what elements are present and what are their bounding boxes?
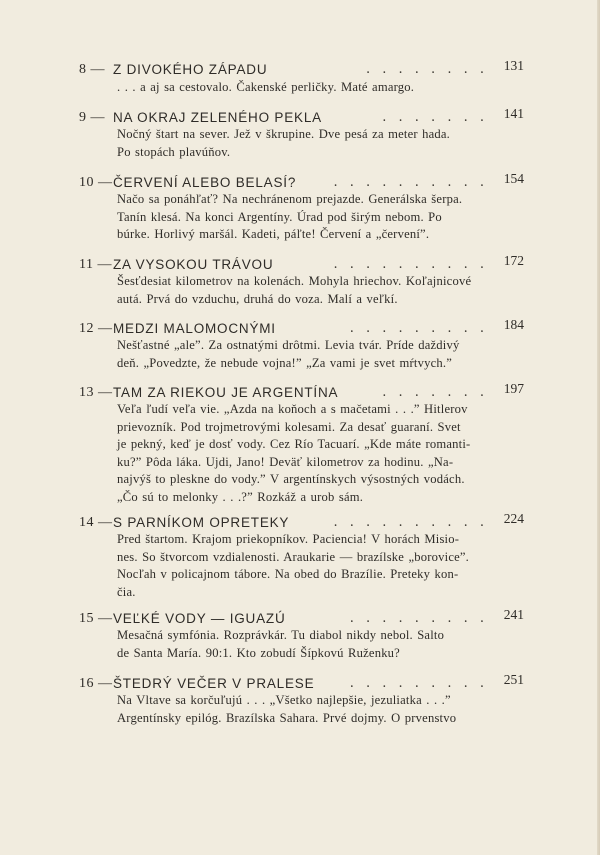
chapter-title: ŠTEDRÝ VEČER V PRALESE xyxy=(113,676,315,691)
summary-line: ku?” Pôda láka. Ujdi, Jano! Deväť kilometrov za hodinu. „Na- xyxy=(117,454,454,469)
summary-line: čia. xyxy=(117,584,136,599)
chapter-title: S PARNÍKOM OPRETEKY xyxy=(113,515,290,530)
chapter-number: 13 — xyxy=(79,385,113,400)
page-number: 224 xyxy=(503,511,524,526)
chapter-number: 16 — xyxy=(79,676,113,691)
toc-entry-9 xyxy=(0,106,600,159)
chapter-summary xyxy=(117,692,489,727)
chapter-number: 14 — xyxy=(79,515,113,530)
summary-line: búrke. Horlivý maršál. Kadeti, páľte! Červení a „červení”. xyxy=(117,227,430,242)
leader-dots: . . . . . . . . . xyxy=(349,611,488,626)
chapter-number: 8 — xyxy=(79,62,105,77)
summary-line: Argentínsky epilóg. Brazílska Sahara. Prvé dojmy. O prvenstvo xyxy=(117,710,457,725)
summary-line: Veľa ľudí veľa vie. „Azda na koňoch a s mačetami . . .” Hitlerov xyxy=(117,402,468,416)
summary-line: autá. Prvá do vzduchu, druhá do voza. Malí a veľkí. xyxy=(117,291,398,306)
summary-line: Nočný štart na sever. Jež v škrupine. Dve pesá za meter hada. xyxy=(117,127,451,141)
page-number: 197 xyxy=(503,381,524,396)
summary-line: nes. So štvorcom vzdialenosti. Araukarie — brazílske „borovice”. xyxy=(117,549,470,564)
summary-line: „Čo sú to melonky . . .?” Rozkáž a urob sám. xyxy=(117,489,364,504)
page-number: 154 xyxy=(503,171,524,186)
summary-line: deň. „Povedzte, že nebude vojna!” „Za vami je svet mŕtvych.” xyxy=(117,355,453,370)
page-number: 131 xyxy=(503,58,524,73)
chapter-title: MEDZI MALOMOCNÝMI xyxy=(113,321,276,336)
toc-entry-15 xyxy=(0,607,600,660)
toc-entry-14 xyxy=(0,511,600,599)
chapter-number: 9 — xyxy=(79,110,105,125)
toc-entry-8 xyxy=(0,58,600,94)
summary-line: Tanín klesá. Na konci Argentíny. Úrad pod širým nebom. Po xyxy=(117,209,442,224)
toc-entry-10 xyxy=(0,171,600,242)
page-number: 184 xyxy=(503,317,524,332)
chapter-title: VEĽKÉ VODY — IGUAZÚ xyxy=(113,611,286,626)
page-number: 141 xyxy=(503,106,524,121)
chapter-summary xyxy=(117,531,489,601)
chapter-summary xyxy=(117,273,489,308)
chapter-number: 10 — xyxy=(79,175,113,190)
chapter-title: TAM ZA RIEKOU JE ARGENTÍNA xyxy=(113,385,339,400)
summary-line: de Santa María. 90:1. Kto zobudí Šípkovú Ruženku? xyxy=(117,645,400,660)
leader-dots: . . . . . . . . . . xyxy=(333,257,488,272)
leader-dots: . . . . . . . . . xyxy=(349,321,488,336)
page-number: 172 xyxy=(503,253,524,268)
summary-line: Mesačná symfónia. Rozprávkár. Tu diabol nikdy nebol. Salto xyxy=(117,628,445,642)
chapter-summary xyxy=(117,126,489,161)
chapter-summary xyxy=(117,401,489,507)
toc-entry-12 xyxy=(0,317,600,370)
leader-dots: . . . . . . . . . . xyxy=(333,515,488,530)
summary-line: je pekný, keď je dosť vody. Cez Río Tacuarí. „Kde máte romanti- xyxy=(117,437,471,452)
leader-dots: . . . . . . . xyxy=(382,385,488,400)
summary-line: Načo sa ponáhľať? Na nechránenom prejazde. Generálska šerpa. xyxy=(117,192,463,206)
summary-line: Po stopách plavúňov. xyxy=(117,144,231,159)
chapter-title: Z DIVOKÉHO ZÁPADU xyxy=(113,62,268,77)
chapter-title: ZA VYSOKOU TRÁVOU xyxy=(113,257,274,272)
chapter-number: 11 — xyxy=(79,257,112,272)
summary-line: Nešťastné „ale”. Za ostnatými drôtmi. Levia tvár. Príde daždivý xyxy=(117,338,460,352)
leader-dots: . . . . . . . . xyxy=(366,62,488,77)
leader-dots: . . . . . . . . . xyxy=(349,676,488,691)
toc-entry-13 xyxy=(0,381,600,504)
summary-line: prievozník. Pod trojmetrovými kolesami. Za desať guaraní. Svet xyxy=(117,419,461,434)
leader-dots: . . . . . . . . . . xyxy=(333,175,488,190)
chapter-summary xyxy=(117,191,489,244)
page-number: 241 xyxy=(503,607,524,622)
summary-line: Pred štartom. Krajom priekopníkov. Paciencia! V horách Misio- xyxy=(117,532,460,546)
chapter-summary xyxy=(117,79,489,97)
summary-line: Na Vltave sa korčuľujú . . . „Všetko najlepšie, jezuliatka . . .” xyxy=(117,693,451,707)
toc-entry-11 xyxy=(0,253,600,306)
chapter-summary xyxy=(117,627,489,662)
summary-line: Nocľah v policajnom tábore. Na obed do Brazílie. Preteky kon- xyxy=(117,567,459,582)
chapter-summary xyxy=(117,337,489,372)
toc-entry-16 xyxy=(0,672,600,725)
chapter-title: NA OKRAJ ZELENÉHO PEKLA xyxy=(113,110,322,125)
leader-dots: . . . . . . . xyxy=(382,110,488,125)
summary-line: najvýš to pleskne do vody.” V argentínskych výsostných vodách. xyxy=(117,472,465,487)
summary-line: Šesťdesiat kilometrov na kolenách. Mohyla hriechov. Koľajnicové xyxy=(117,274,472,288)
chapter-title: ČERVENÍ ALEBO BELASÍ? xyxy=(113,175,297,190)
chapter-number: 15 — xyxy=(79,611,113,626)
summary-line: . . . a aj sa cestovalo. Čakenské perličky. Maté amargo. xyxy=(117,80,415,94)
chapter-number: 12 — xyxy=(79,321,113,336)
page-number: 251 xyxy=(503,672,524,687)
